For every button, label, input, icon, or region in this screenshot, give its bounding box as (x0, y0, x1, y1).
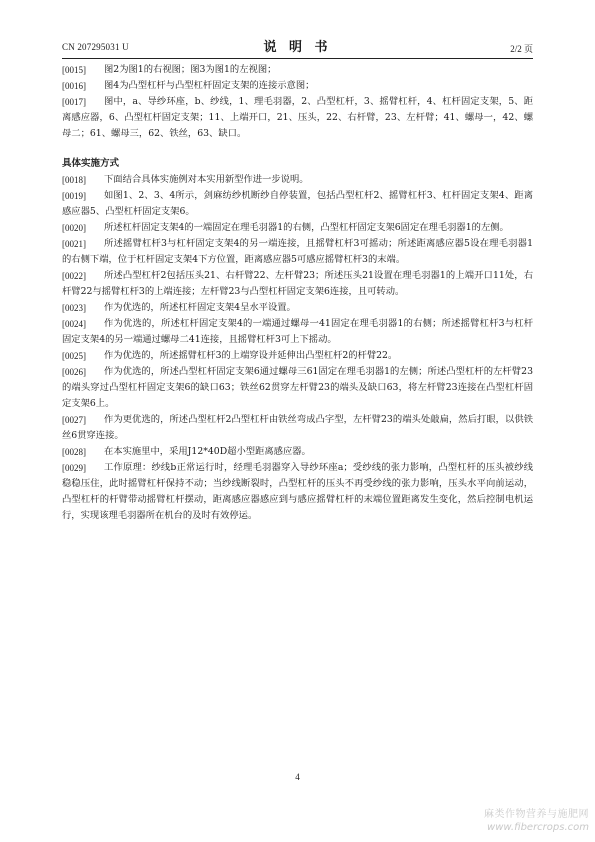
paragraph-text: 下面结合具体实施例对本实用新型作进一步说明。 (104, 174, 309, 185)
site-watermark (484, 808, 589, 834)
document-title: 说 明 书 (263, 40, 332, 55)
paragraph-text: 作为优选的，所述凸型杠杆固定支架6通过螺母三61固定在理毛羽器1的左侧；所述凸型杠杆的左杆臂23的端头穿过凸型杠杆固定支架6的缺口63；铁丝62贯穿左杆臂23的端头及缺口63，将左杆臂23连接在凸型杠杆固定支架6上。 (62, 366, 533, 409)
page-indicator: 2/2 页 (510, 44, 533, 54)
paragraph-0016 (62, 78, 533, 94)
paragraph-0028 (62, 444, 533, 460)
paragraph-number: [0021] (62, 239, 86, 249)
paragraph-0022 (62, 268, 533, 300)
paragraph-number: [0028] (62, 447, 86, 457)
watermark-url: www.fibercrops.com (487, 822, 589, 833)
paragraph-text: 图2为图1的右视图；图3为图1的左视图； (104, 64, 277, 75)
paragraph-text: 如图1、2、3、4所示，剑麻纺纱机断纱自停装置，包括凸型杠杆2、摇臂杠杆3、杠杆固定支架4、距离感应器5、凸型杠杆固定支架6。 (62, 190, 533, 217)
paragraph-text: 所述凸型杠杆2包括压头21、右杆臂22、左杆臂23；所述压头21设置在理毛羽器1的上端开口11处，右杆臂22与摇臂杠杆3的上端连接；左杆臂23与凸型杠杆固定支架6连接，且可转动。 (62, 270, 533, 297)
document-body (62, 62, 533, 524)
paragraph-text: 作为优选的，所述杠杆固定支架4的一端通过螺母一41固定在理毛羽器1的右侧；所述摇臂杠杆3与杠杆固定支架4的另一端通过螺母二41连接，且摇臂杠杆3可上下摇动。 (62, 318, 533, 345)
paragraph-number: [0016] (62, 81, 86, 91)
paragraph-0029 (62, 460, 533, 524)
paragraph-0018 (62, 172, 533, 188)
paragraph-text: 所述杠杆固定支架4的一端固定在理毛羽器1的右侧，凸型杠杆固定支架6固定在理毛羽器1的左侧。 (104, 222, 509, 233)
page-header (62, 36, 533, 58)
paragraph-0027 (62, 412, 533, 444)
paragraph-text: 在本实施里中，采用J12*40D超小型距离感应器。 (104, 446, 311, 457)
paragraph-text: 工作原理：纱线b正常运行时，经理毛羽器穿入导纱环座a；受纱线的张力影响，凸型杠杆的压头被纱线稳稳压住，此时摇臂杠杆保持不动；当纱线断裂时，凸型杠杆的压头不再受纱线的张力影响，压头水平向前运动，凸型杠杆的杆臂带动摇臂杠杆摆动，距离感应器感应到与感应摇臂杠杆的末端位置距离发生变化，然后控制电机运行，实现该理毛羽器所在机台的及时有效停运。 (62, 462, 533, 521)
paragraph-0020 (62, 220, 533, 236)
paragraph-text: 作为更优选的，所述凸型杠杆2凸型杠杆由铁丝弯成凸字型，左杆臂23的端头处敲扁，然后打眼，以供铁丝6贯穿连接。 (62, 414, 533, 441)
paragraph-text: 作为优选的，所述杠杆固定支架4呈水平设置。 (104, 302, 296, 313)
paragraph-number: [0024] (62, 319, 86, 329)
paragraph-number: [0025] (62, 351, 86, 361)
paragraph-0026 (62, 364, 533, 412)
paragraph-number: [0018] (62, 175, 86, 185)
paragraph-number: [0029] (62, 463, 86, 473)
paragraph-0021 (62, 236, 533, 268)
paragraph-0015 (62, 62, 533, 78)
paragraph-0019 (62, 188, 533, 220)
paragraph-number: [0020] (62, 223, 86, 233)
paragraph-0017 (62, 94, 533, 142)
paragraph-number: [0023] (62, 303, 86, 313)
paragraph-number: [0019] (62, 191, 86, 201)
paragraph-text: 图4为凸型杠杆与凸型杠杆固定支架的连接示意图； (104, 80, 315, 91)
paragraph-text: 所述摇臂杠杆3与杠杆固定支架4的另一端连接，且摇臂杠杆3可摇动；所述距离感应器5设在理毛羽器1的右侧下端，位于杠杆固定支架4下方位置，距离感应器5可感应摇臂杠杆3的末端。 (62, 238, 533, 265)
paragraph-0025 (62, 348, 533, 364)
section-heading: 具体实施方式 (62, 158, 120, 169)
header-divider (62, 58, 533, 59)
paragraph-number: [0027] (62, 415, 86, 425)
page-number: 4 (295, 772, 300, 782)
paragraph-0023 (62, 300, 533, 316)
patent-number: CN 207295031 U (62, 42, 129, 52)
paragraph-text: 作为优选的，所述摇臂杠杆3的上端穿设并延伸出凸型杠杆2的杆臂22。 (104, 350, 398, 361)
paragraph-number: [0017] (62, 97, 86, 107)
paragraph-number: [0026] (62, 367, 86, 377)
paragraph-0024 (62, 316, 533, 348)
watermark-site-name: 麻类作物营养与施肥网 (484, 809, 589, 820)
paragraph-text: 图中，a、导纱环座，b、纱线，1、理毛羽器，2、凸型杠杆，3、摇臂杠杆，4、杠杆固定支架，5、距离感应器，6、凸型杠杆固定支架；11、上端开口，21、压头，22、右杆臂，23、左杆臂；41、螺母一，42、螺母二；61、螺母三，62、铁丝，63、缺口。 (62, 96, 533, 139)
paragraph-number: [0015] (62, 65, 86, 75)
paragraph-number: [0022] (62, 271, 86, 281)
